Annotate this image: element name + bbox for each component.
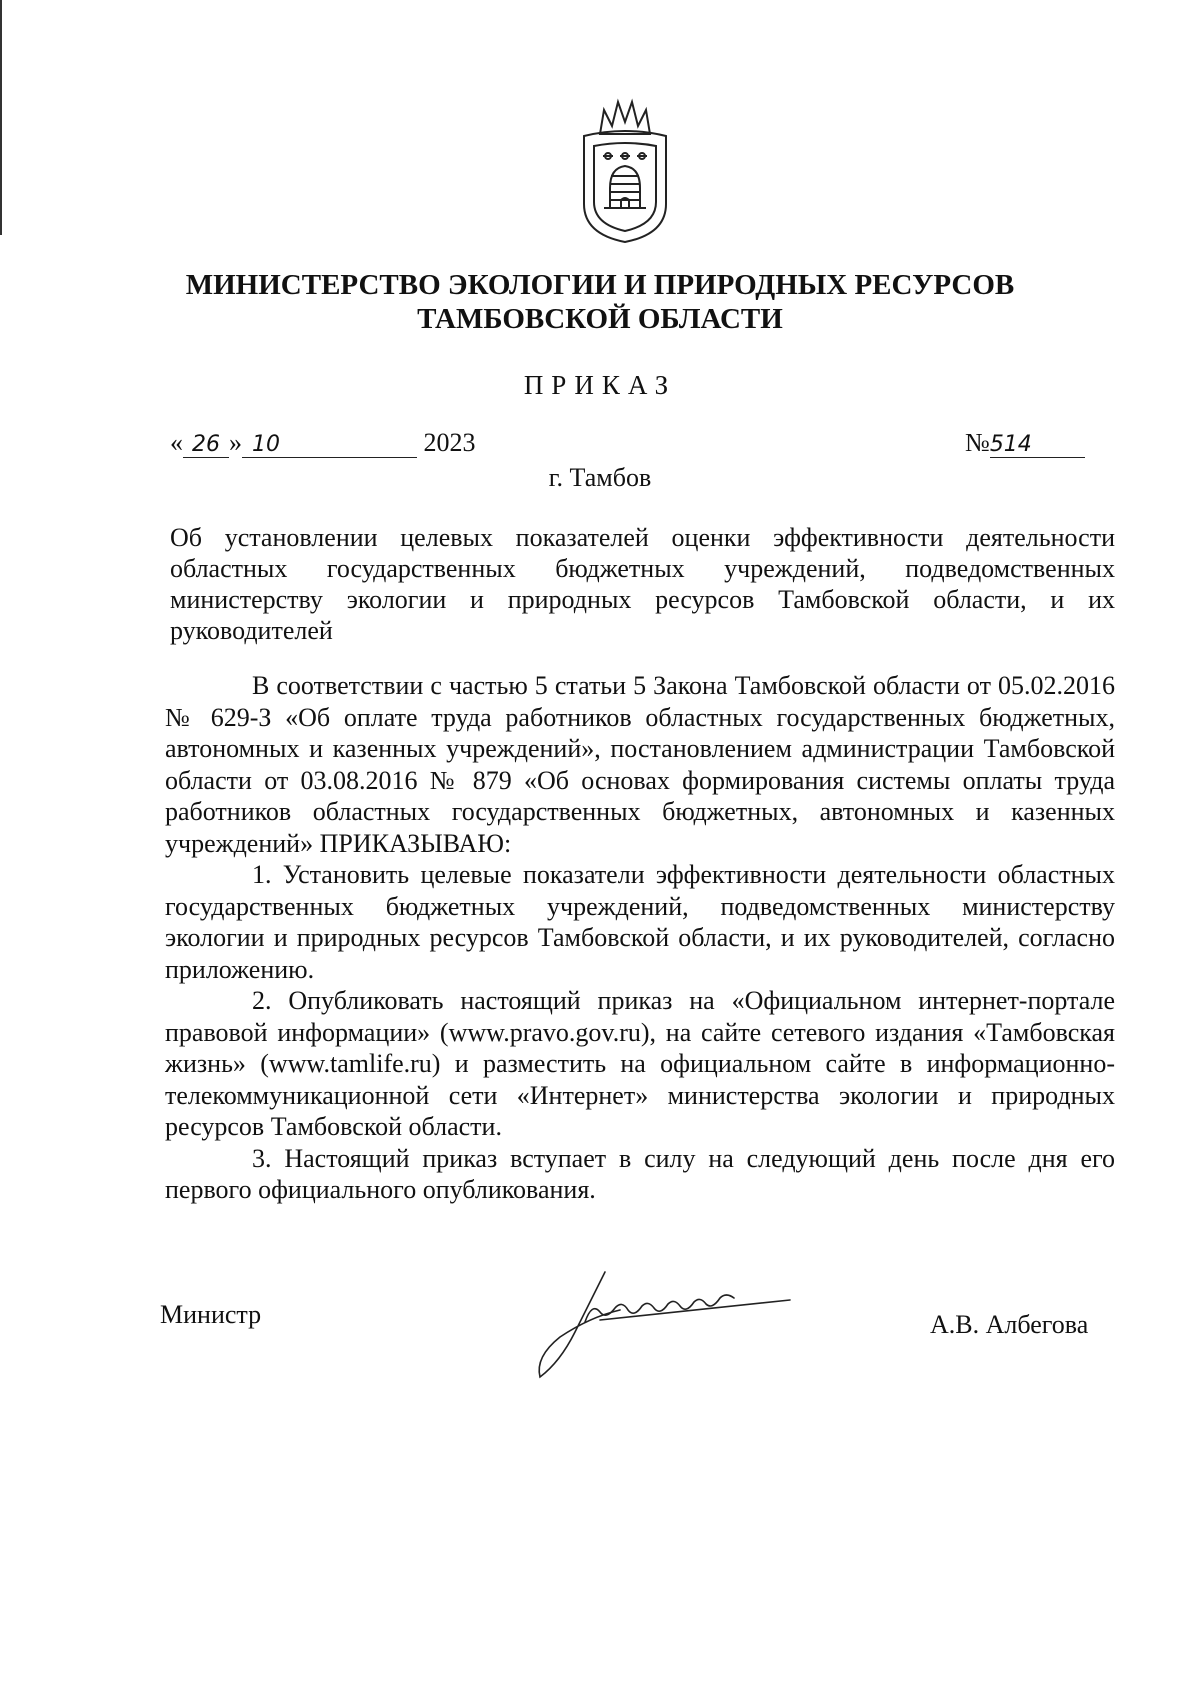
- number-sign: №: [965, 428, 990, 457]
- document-subject: Об установлении целевых показателей оценки эффективности деятельности областных государственных бюджетных учреждений, подведомственных министерству экологии и природных ресурсов Тамбовской области, и их руководителей: [170, 523, 1115, 645]
- date-day: 26: [183, 432, 229, 458]
- date-quote-close: »: [229, 428, 242, 457]
- org-title-line-1: МИНИСТЕРСТВО ЭКОЛОГИИ И ПРИРОДНЫХ РЕСУРСОВ: [185, 269, 1015, 301]
- date-year: 2023: [423, 428, 476, 457]
- coat-of-arms-icon: [570, 96, 680, 246]
- org-title-line-2: ТАМБОВСКОЙ ОБЛАСТИ: [417, 303, 783, 335]
- signatory-name: А.В. Албегова: [930, 1310, 1089, 1339]
- number-value: 514: [990, 432, 1085, 458]
- preamble-paragraph: В соответствии с частью 5 статьи 5 Закона Тамбовской области от 05.02.2016 № 629-З «Об оплате труда работников областных государственных бюджетных, автономных и казенных учреждений», постановлением администрации Тамбовской области от 03.08.2016 № 879 «Об основах формирования системы оплаты труда работников областных государственных бюджетных, автономных и казенных учреждений» ПРИКАЗЫВАЮ:: [165, 671, 1115, 858]
- organization-title: [0, 268, 1200, 336]
- order-item-3: 3. Настоящий приказ вступает в силу на следующий день после дня его первого официального опубликования.: [165, 1143, 1115, 1204]
- document-type: ПРИКАЗ: [523, 370, 677, 400]
- signatory-title: Министр: [160, 1300, 262, 1329]
- document-body: [165, 670, 1115, 1206]
- date-quote-open: «: [170, 428, 183, 457]
- signature-icon: [530, 1262, 830, 1382]
- document-number: [965, 428, 1085, 458]
- document-date: [170, 428, 476, 458]
- scan-edge-line: [0, 0, 2, 235]
- document-city: г. Тамбов: [548, 463, 652, 492]
- order-item-2: 2. Опубликовать настоящий приказ на «Официальном интернет-портале правовой информации» (www.pravo.gov.ru), на сайте сетевого издания «Тамбовская жизнь» (www.tamlife.ru) и разместить на официальном сайте в информационно-телекоммуникационной сети «Интернет» министерства экологии и природных ресурсов Тамбовской области.: [165, 986, 1115, 1141]
- date-month: 10: [242, 432, 417, 458]
- order-item-1: 1. Установить целевые показатели эффективности деятельности областных государственных бюджетных учреждений, подведомственных министерству экологии и природных ресурсов Тамбовской области, и их руководителей, согласно приложению.: [165, 860, 1115, 984]
